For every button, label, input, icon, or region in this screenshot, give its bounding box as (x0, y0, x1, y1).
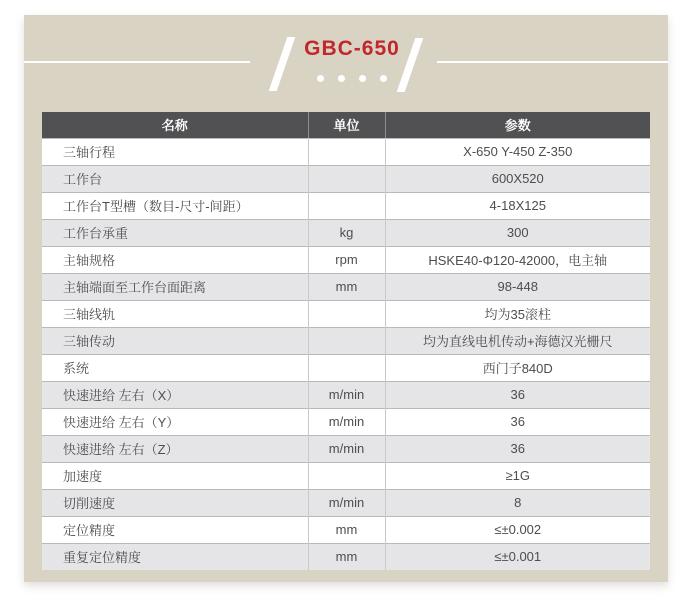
spec-unit-cell (308, 192, 385, 219)
spec-value-cell: 36 (385, 381, 650, 408)
spec-name-cell: 三轴线轨 (42, 300, 308, 327)
model-title: GBC-650 (304, 37, 400, 60)
column-header-value: 参数 (385, 112, 650, 138)
dot-icon (338, 75, 345, 82)
spec-name-cell: 定位精度 (42, 516, 308, 543)
spec-name-cell: 加速度 (42, 462, 308, 489)
spec-value-cell: 36 (385, 435, 650, 462)
table-row (42, 489, 650, 516)
table-row (42, 354, 650, 381)
spec-name-cell: 主轴规格 (42, 246, 308, 273)
spec-value-cell: X-650 Y-450 Z-350 (385, 138, 650, 165)
dot-icon (317, 75, 324, 82)
dot-icon (359, 75, 366, 82)
table-row (42, 219, 650, 246)
column-header-unit: 单位 (308, 112, 385, 138)
table-row (42, 516, 650, 543)
spec-unit-cell (308, 354, 385, 381)
spec-value-cell: 4-18X125 (385, 192, 650, 219)
spec-unit-cell: rpm (308, 246, 385, 273)
title-block (304, 35, 400, 82)
table-row (42, 462, 650, 489)
table-header-row (42, 112, 650, 138)
spec-name-cell: 工作台承重 (42, 219, 308, 246)
spec-unit-cell: kg (308, 219, 385, 246)
spec-value-cell: 8 (385, 489, 650, 516)
spec-unit-cell: m/min (308, 408, 385, 435)
table-row (42, 192, 650, 219)
spec-unit-cell: m/min (308, 435, 385, 462)
spec-unit-cell: mm (308, 543, 385, 570)
spec-name-cell: 重复定位精度 (42, 543, 308, 570)
dot-icon (380, 75, 387, 82)
spec-value-cell: 600X520 (385, 165, 650, 192)
right-slash-decoration (397, 38, 424, 92)
table-row (42, 435, 650, 462)
table-row (42, 273, 650, 300)
spec-value-cell: HSKE40-Φ120-42000，电主轴 (385, 246, 650, 273)
spec-unit-cell (308, 165, 385, 192)
spec-name-cell: 快速进给 左右（X） (42, 381, 308, 408)
spec-unit-cell (308, 327, 385, 354)
dots-decoration (317, 75, 387, 82)
spec-name-cell: 工作台 (42, 165, 308, 192)
table-row (42, 246, 650, 273)
spec-unit-cell (308, 138, 385, 165)
spec-value-cell: ≥1G (385, 462, 650, 489)
spec-name-cell: 工作台T型槽（数目-尺寸-间距） (42, 192, 308, 219)
spec-unit-cell: mm (308, 516, 385, 543)
spec-table (42, 112, 650, 570)
table-row (42, 381, 650, 408)
spec-unit-cell (308, 300, 385, 327)
spec-unit-cell: m/min (308, 489, 385, 516)
column-header-name: 名称 (42, 112, 308, 138)
spec-table-container (42, 112, 650, 570)
model-emblem (24, 35, 668, 92)
spec-name-cell: 快速进给 左右（Z） (42, 435, 308, 462)
spec-card (24, 15, 668, 582)
spec-name-cell: 主轴端面至工作台面距离 (42, 273, 308, 300)
spec-name-cell: 系统 (42, 354, 308, 381)
spec-name-cell: 切削速度 (42, 489, 308, 516)
spec-name-cell: 三轴行程 (42, 138, 308, 165)
spec-name-cell: 三轴传动 (42, 327, 308, 354)
spec-value-cell: 均为直线电机传动+海德汉光栅尺 (385, 327, 650, 354)
spec-value-cell: 均为35滚柱 (385, 300, 650, 327)
spec-value-cell: 西门子840D (385, 354, 650, 381)
spec-unit-cell: mm (308, 273, 385, 300)
model-header (24, 15, 668, 112)
spec-value-cell: ≤±0.001 (385, 543, 650, 570)
spec-value-cell: 36 (385, 408, 650, 435)
left-slash-decoration (269, 37, 296, 91)
spec-value-cell: 98-448 (385, 273, 650, 300)
spec-name-cell: 快速进给 左右（Y） (42, 408, 308, 435)
table-row (42, 300, 650, 327)
spec-unit-cell: m/min (308, 381, 385, 408)
table-row (42, 543, 650, 570)
table-row (42, 408, 650, 435)
spec-unit-cell (308, 462, 385, 489)
spec-value-cell: ≤±0.002 (385, 516, 650, 543)
spec-value-cell: 300 (385, 219, 650, 246)
table-row (42, 327, 650, 354)
table-row (42, 165, 650, 192)
table-row (42, 138, 650, 165)
